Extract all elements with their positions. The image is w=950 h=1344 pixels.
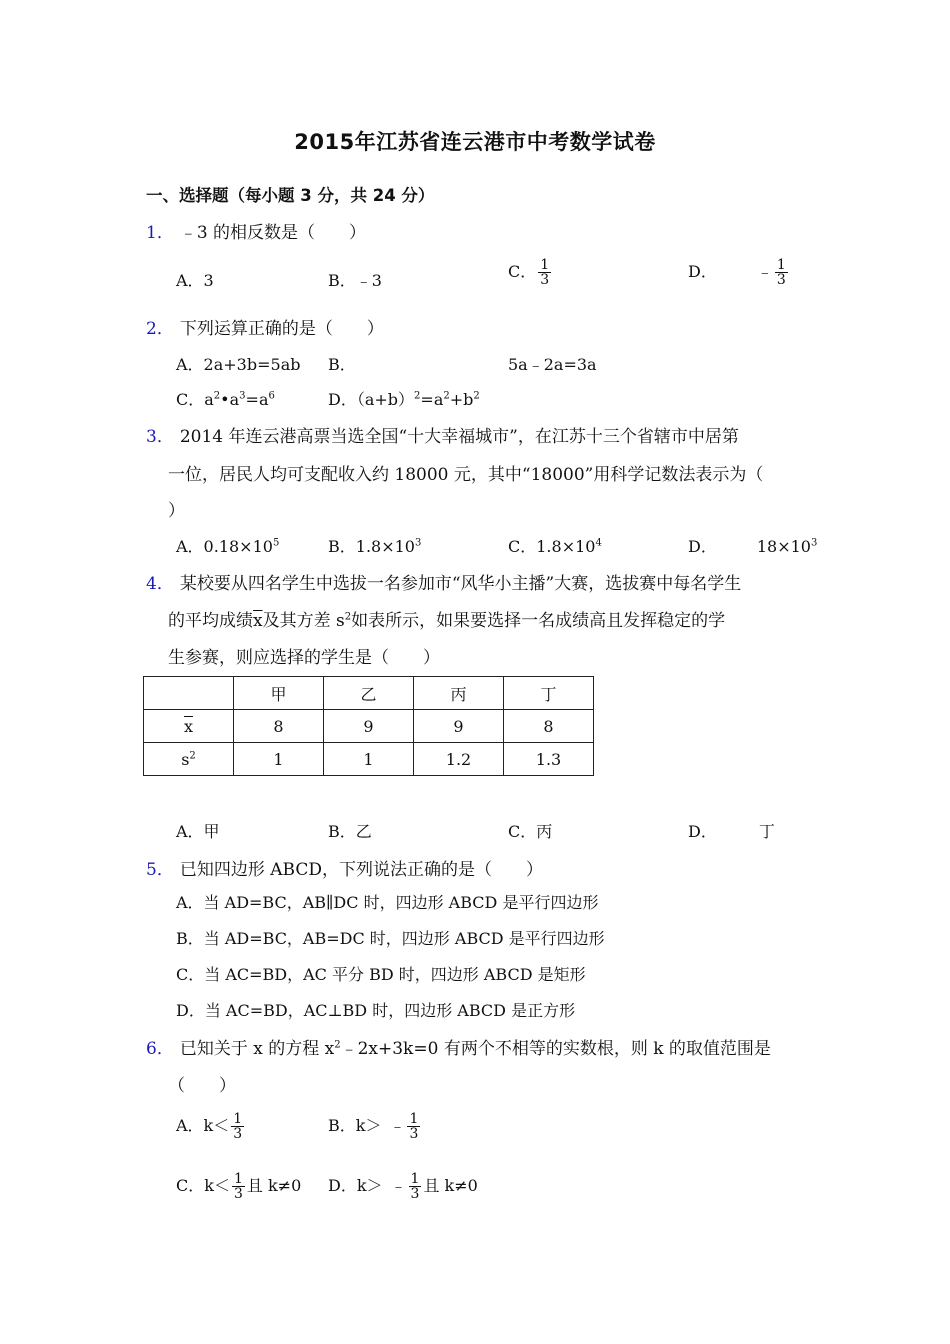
q1-option-d xyxy=(688,258,790,287)
option-tail: 且 k≠0 xyxy=(423,1176,478,1195)
question-number: 5． xyxy=(146,860,174,880)
fraction-numerator: 1 xyxy=(233,1171,243,1187)
table-cell: 1 xyxy=(234,743,324,776)
table-header: 乙 xyxy=(324,677,414,710)
fraction-denominator: 3 xyxy=(540,272,550,288)
question-6-line-2: （ ） xyxy=(168,1076,236,1096)
minus-sign: ﹣ xyxy=(756,262,773,281)
question-text-line-1: 2014 年连云港高票当选全国“十大幸福城市”，在江苏十三个省辖市中居第 xyxy=(179,427,739,447)
text: 已知关于 x 的方程 x xyxy=(179,1039,335,1059)
question-3 xyxy=(146,422,739,447)
exponent: 6 xyxy=(268,390,275,402)
question-text: 已知四边形 ABCD，下列说法正确的是（ ） xyxy=(179,860,543,880)
q6-option-c xyxy=(176,1172,301,1201)
question-3-line-2: 一位，居民人均可支配收入约 18000 元，其中“18000”用科学记数法表示为（ xyxy=(168,465,764,485)
expr: a xyxy=(204,390,214,409)
question-6 xyxy=(146,1034,771,1059)
fraction-numerator: 1 xyxy=(233,1111,243,1127)
fraction xyxy=(407,1112,420,1141)
fraction xyxy=(231,1112,244,1141)
question-number: 3． xyxy=(146,427,174,447)
table-row xyxy=(144,743,594,776)
q2-option-a: A．2a+3b=5ab xyxy=(176,355,301,374)
expr: 18×10 xyxy=(756,537,811,556)
q2-option-d xyxy=(328,387,480,410)
mean-symbol: $\overline{x}$ xyxy=(183,716,194,736)
question-text: 下列运算正确的是（ ） xyxy=(179,319,384,339)
q4-option-a: A．甲 xyxy=(176,822,220,841)
score-table xyxy=(143,676,594,776)
table-row-label xyxy=(144,743,234,776)
fraction-numerator: 1 xyxy=(776,257,786,273)
exponent: 3 xyxy=(414,537,422,549)
option-label: D． xyxy=(688,262,717,281)
question-text-line-1: 某校要从四名学生中选拔一名参加市“风华小主播”大赛，选拔赛中每名学生 xyxy=(179,574,742,594)
exponent: 2 xyxy=(473,390,480,402)
question-3-line-3: ） xyxy=(168,501,185,521)
question-number: 4． xyxy=(146,574,174,594)
table-cell: 9 xyxy=(414,710,504,743)
q4-option-d xyxy=(688,819,775,842)
section-heading: 一、选择题（每小题 3 分，共 24 分） xyxy=(146,186,435,205)
q6-option-a xyxy=(176,1112,246,1141)
table-cell: 9 xyxy=(324,710,414,743)
option-label: D． xyxy=(688,822,717,841)
table-cell: 1 xyxy=(324,743,414,776)
exponent: 2 xyxy=(334,1039,341,1051)
q4-option-c: C．丙 xyxy=(508,822,553,841)
fraction-denominator: 3 xyxy=(409,1126,419,1142)
exponent: 2 xyxy=(344,611,352,623)
option-label: A．k＜ xyxy=(176,1116,230,1135)
option-label: D．k＞ xyxy=(328,1176,383,1195)
fraction-denominator: 3 xyxy=(776,272,786,288)
exponent: 2 xyxy=(189,750,196,762)
table-cell: 1.2 xyxy=(414,743,504,776)
option-label: C． xyxy=(508,262,537,281)
question-text: ﹣3 的相反数是（ ） xyxy=(179,223,367,243)
exponent: 2 xyxy=(213,390,221,402)
fraction xyxy=(538,258,551,287)
question-5 xyxy=(146,855,543,880)
option-label: B．k＞ xyxy=(328,1116,382,1135)
text: 的平均成绩 xyxy=(168,611,253,631)
variance-symbol: s xyxy=(181,749,190,769)
option-label: D． xyxy=(328,390,357,409)
table-header: 丙 xyxy=(414,677,504,710)
q3-option-c xyxy=(508,534,602,557)
expr: C．1.8×10 xyxy=(508,537,596,556)
q2-option-b-expr: 5a﹣2a=3a xyxy=(508,355,597,374)
question-1 xyxy=(146,218,366,243)
expr: （a+b） xyxy=(356,390,415,409)
mean-symbol: $\overline{x}$ xyxy=(253,611,263,631)
fraction-numerator: 1 xyxy=(409,1111,419,1127)
expr: B．1.8×10 xyxy=(328,537,415,556)
minus-sign: ﹣ xyxy=(389,1116,406,1135)
exponent: 2 xyxy=(443,390,450,402)
q2-option-b-label: B． xyxy=(328,355,356,374)
fraction-numerator: 1 xyxy=(410,1171,420,1187)
question-2 xyxy=(146,314,384,339)
table-row-label xyxy=(144,710,234,743)
exponent: 3 xyxy=(810,537,818,549)
q3-option-b xyxy=(328,534,421,557)
q3-option-d xyxy=(688,534,817,557)
expr: =a xyxy=(245,390,269,409)
q6-option-d xyxy=(328,1172,478,1201)
minus-sign: ﹣ xyxy=(390,1176,407,1195)
exponent: 3 xyxy=(239,390,246,402)
table-cell xyxy=(144,677,234,710)
q5-option-a: A．当 AD=BC，AB∥DC 时，四边形 ABCD 是平行四边形 xyxy=(176,893,599,912)
text: ﹣2x+3k=0 有两个不相等的实数根，则 k 的取值范围是 xyxy=(340,1039,771,1059)
option-tail: 且 k≠0 xyxy=(246,1176,302,1195)
table-row xyxy=(144,710,594,743)
q1-option-a: A．3 xyxy=(176,271,214,290)
option-label: C．k＜ xyxy=(176,1176,230,1195)
fraction-denominator: 3 xyxy=(233,1126,243,1142)
fraction-denominator: 3 xyxy=(233,1186,243,1202)
table-cell: 8 xyxy=(234,710,324,743)
question-4-line-2 xyxy=(168,606,725,631)
page-title: 2015年江苏省连云港市中考数学试卷 xyxy=(294,130,656,154)
text: 如表所示，如果要选择一名成绩高且发挥稳定的学 xyxy=(351,611,726,631)
exponent: 4 xyxy=(595,537,602,549)
exponent: 5 xyxy=(272,537,280,549)
expr: +b xyxy=(449,390,474,409)
fraction xyxy=(409,1172,422,1201)
q5-option-d: D．当 AC=BD，AC⊥BD 时，四边形 ABCD 是正方形 xyxy=(176,1001,576,1020)
expr: •a xyxy=(220,390,240,409)
q2-option-c xyxy=(176,387,275,410)
text: 及其方差 s xyxy=(262,611,345,631)
expr: A．0.18×10 xyxy=(176,537,273,556)
question-number: 2． xyxy=(146,319,174,339)
fraction xyxy=(775,258,788,287)
question-number: 1． xyxy=(146,223,174,243)
q4-option-b: B．乙 xyxy=(328,822,372,841)
table-row xyxy=(144,677,594,710)
question-4-line-3: 生参赛，则应选择的学生是（ ） xyxy=(168,648,440,668)
q1-option-c xyxy=(508,258,553,287)
question-4 xyxy=(146,569,741,594)
fraction xyxy=(232,1172,245,1201)
fraction-numerator: 1 xyxy=(540,257,550,273)
table-cell: 8 xyxy=(504,710,594,743)
table-header: 甲 xyxy=(234,677,324,710)
q3-option-a xyxy=(176,534,279,557)
exponent: 2 xyxy=(414,390,421,402)
question-number: 6． xyxy=(146,1039,174,1059)
option-label: C． xyxy=(176,390,205,409)
q6-option-b xyxy=(328,1112,422,1141)
q5-option-c: C．当 AC=BD，AC 平分 BD 时，四边形 ABCD 是矩形 xyxy=(176,965,586,984)
option-text: 丁 xyxy=(758,822,775,841)
expr: =a xyxy=(420,390,444,409)
table-header: 丁 xyxy=(504,677,594,710)
fraction-denominator: 3 xyxy=(410,1186,420,1202)
q1-option-b: B．﹣3 xyxy=(328,271,382,290)
table-cell: 1.3 xyxy=(504,743,594,776)
q5-option-b: B．当 AD=BC，AB=DC 时，四边形 ABCD 是平行四边形 xyxy=(176,929,605,948)
option-label: D． xyxy=(688,537,717,556)
